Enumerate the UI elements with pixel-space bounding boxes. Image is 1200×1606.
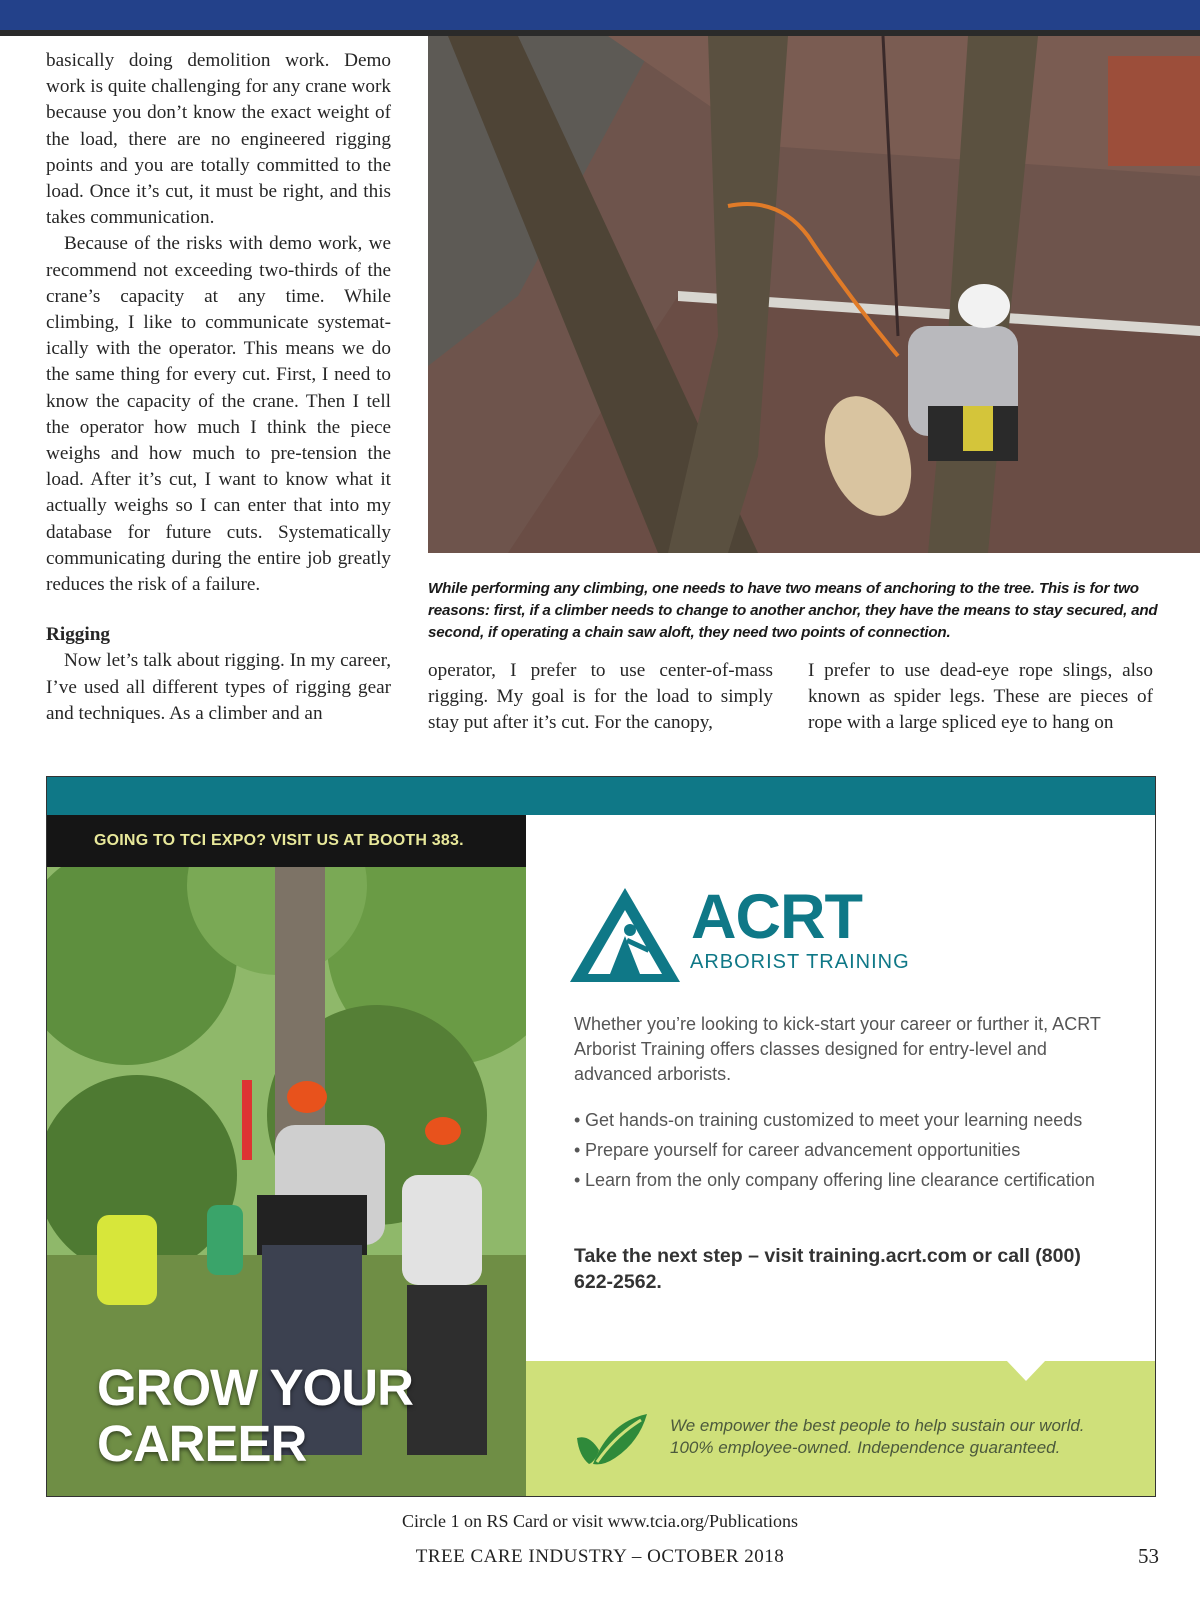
acrt-logo-triangle-icon: [570, 888, 680, 982]
article-paragraph: operator, I prefer to use center-of-mass rigging. My goal is for the load to simply stay put after it’s cut. For the canopy,: [428, 660, 773, 734]
ad-benefit-item: • Learn from the only company offering line clearance certification: [574, 1169, 1119, 1192]
ad-photo-panel: [47, 815, 526, 1497]
photo-caption: While performing any climbing, one needs to have two means of anchoring to the tree. This is for two reasons: first, if a climber needs to change to another anchor, they have the means to stay secured, and second, if operating a chain saw aloft, they need two points of connection.: [428, 580, 1158, 641]
ad-intro-text: Whether you’re looking to kick-start your career or further it, ACRT Arborist Training offers classes designed for entry-level and advanced arborists.: [574, 1014, 1101, 1084]
article-photo: [428, 36, 1200, 553]
header-color-bar: [0, 0, 1200, 30]
ad-teal-band: [47, 777, 1156, 815]
checkmark-leaf-icon: [575, 1412, 647, 1468]
rs-card-note: Circle 1 on RS Card or visit www.tcia.org/Publications: [402, 1511, 798, 1531]
ad-benefit-list: [574, 1109, 1119, 1199]
article-column-2: [428, 658, 773, 737]
article-column-3: [808, 658, 1153, 737]
page-number: 53: [1138, 1544, 1159, 1568]
ad-headline: [97, 1360, 413, 1472]
ad-tagline-line2: 100% employee-owned. Independence guaranteed.: [670, 1438, 1061, 1457]
ad-benefit-item: • Get hands-on training customized to meet your learning needs: [574, 1109, 1119, 1132]
ad-tagline-line1: We empower the best people to help sustain our world.: [670, 1416, 1085, 1435]
booth-banner: GOING TO TCI EXPO? VISIT US AT BOOTH 383.: [47, 815, 526, 867]
acrt-brand-name: ACRT: [691, 882, 862, 952]
climber-in-tree-illustration: [428, 36, 1200, 553]
acrt-brand-subtitle: ARBORIST TRAINING: [690, 951, 910, 973]
ad-call-to-action[interactable]: Take the next step – visit training.acrt.com or call (800) 622-2562.: [574, 1245, 1081, 1293]
ad-headline-line2: CAREER: [97, 1415, 307, 1472]
article-paragraph: I prefer to use dead-eye rope slings, also known as spider legs. These are pieces of rope with a large spliced eye to hang on: [808, 660, 1153, 734]
ad-benefit-item: • Prepare yourself for career advancement opportunities: [574, 1139, 1119, 1162]
section-heading-rigging: Rigging: [46, 624, 110, 646]
ad-band-notch: [1006, 1360, 1046, 1381]
article-paragraph: basically doing demolition work. Demo work is quite challenging for any crane work because you don’t know the exact weight of the load, there are no engineered rigging points and you are totally committed to the load. Once it’s cut, it must be right, and this takes communication.: [46, 50, 391, 229]
article-paragraph: Now let’s talk about rigging. In my career, I’ve used all different types of rigging gear and techniques. As a climber and an: [46, 650, 391, 724]
ad-tagline: [670, 1415, 1085, 1459]
publication-footer: TREE CARE INDUSTRY – OCTOBER 2018: [415, 1546, 785, 1567]
article-column-1: [46, 48, 391, 727]
article-paragraph: Because of the risks with demo work, we recommend not exceeding two-thirds of the crane’s capacity at any time. While climbing, I like to communicate systematically with the operator. This means we do the same thing for every cut. First, I need to know the capacity of the crane. Then I tell the operator how much I think the piece weighs and how much to pre-tension the load. After it’s cut, I want to know what it actually weighs so I can enter that into my database for future cuts. Systematically communicating during the entire job greatly reduces the risk of a failure.: [46, 233, 391, 596]
ad-headline-line1: GROW YOUR: [97, 1359, 413, 1416]
